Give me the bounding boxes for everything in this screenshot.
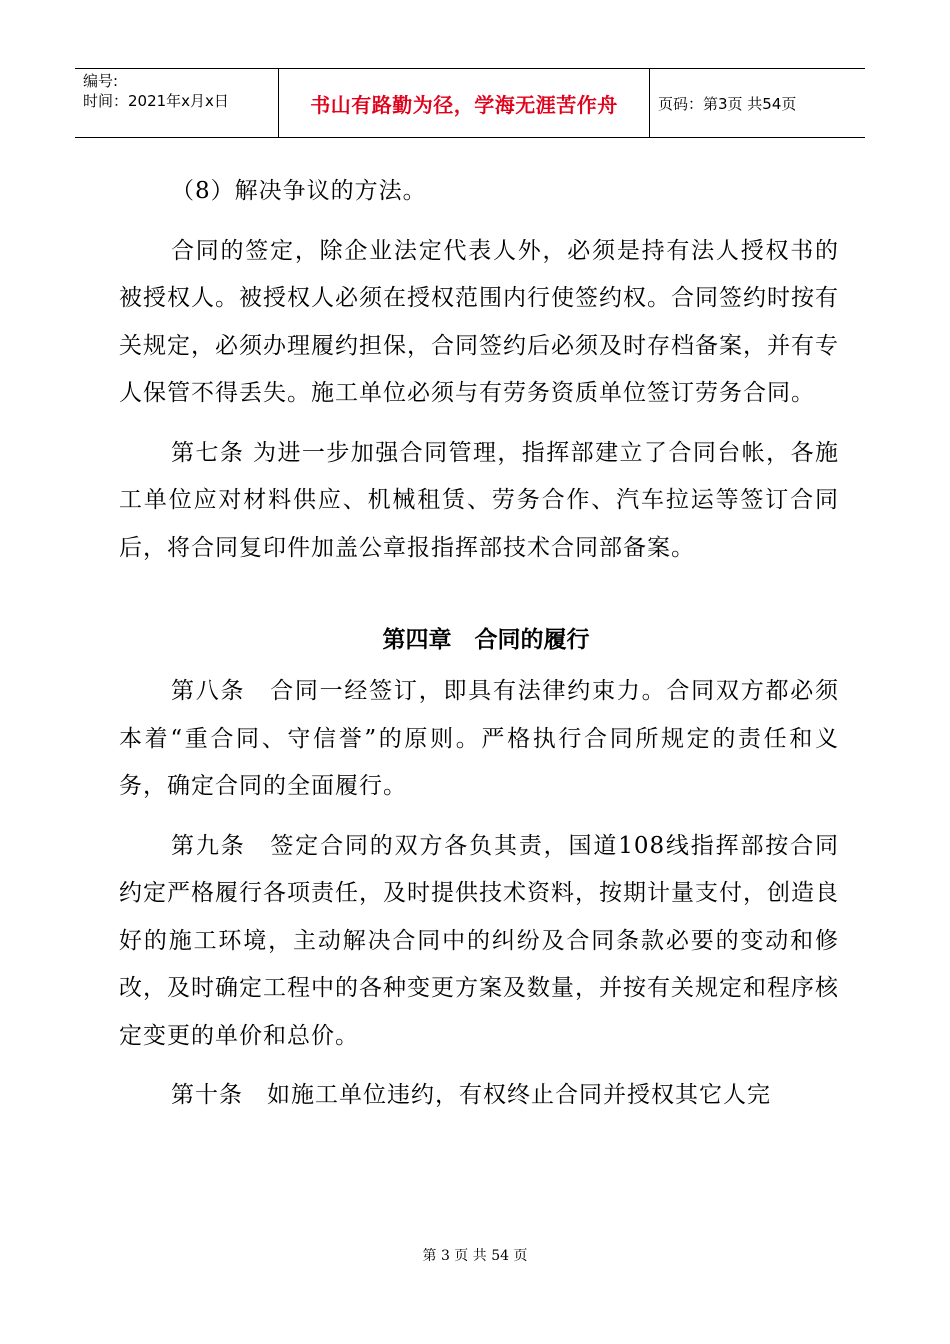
article-9: 第九条 签定合同的双方各负其责，国道108线指挥部按合同约定严格履行各项责任，及时提供技术资料，按期计量支付，创造良好的施工环境，主动解决合同中的纠纷及合同条款必要的变动和修改，及时确定工程中的各种变更方案及数量，并按有关规定和程序核定变更的单价和总价。 [119, 832, 839, 1049]
date-line: 时间：2021年x月x日 [83, 92, 229, 110]
article-8: 第八条 合同一经签订，即具有法律约束力。合同双方都必须本着“重合同、守信誉”的原则。严格执行合同所规定的责任和义务，确定合同的全面履行。 [119, 678, 839, 799]
number-label: 编号: [83, 72, 119, 90]
paragraph: 第七条 为进一步加强合同管理，指挥部建立了合同台帐，各施工单位应对材料供应、机械租赁、劳务合作、汽车拉运等签订合同后，将合同复印件加盖公章报指挥部技术合同部备案。 [119, 439, 839, 561]
document-body [119, 168, 839, 1120]
page-header [75, 68, 865, 138]
header-meta [75, 69, 278, 137]
paragraph: 合同的签定，除企业法定代表人外，必须是持有法人授权书的被授权人。被授权人必须在授权范围内行使签约权。合同签约时按有关规定，必须办理履约担保，合同签约后必须及时存档备案，并有专人保管不得丢失。施工单位必须与有劳务资质单位签订劳务合同。 [119, 237, 839, 406]
paragraph: （8）解决争议的方法。 [171, 178, 427, 204]
article-10: 第十条 如施工单位违约，有权终止合同并授权其它人完 [171, 1082, 771, 1108]
header-page-info: 页码：第3页 共54页 [658, 94, 797, 113]
page-footer: 第 3 页 共 54 页 [422, 1248, 528, 1264]
header-motto: 书山有路勤为径，学海无涯苦作舟 [278, 69, 650, 137]
chapter-title: 第四章 合同的履行 [382, 627, 590, 653]
